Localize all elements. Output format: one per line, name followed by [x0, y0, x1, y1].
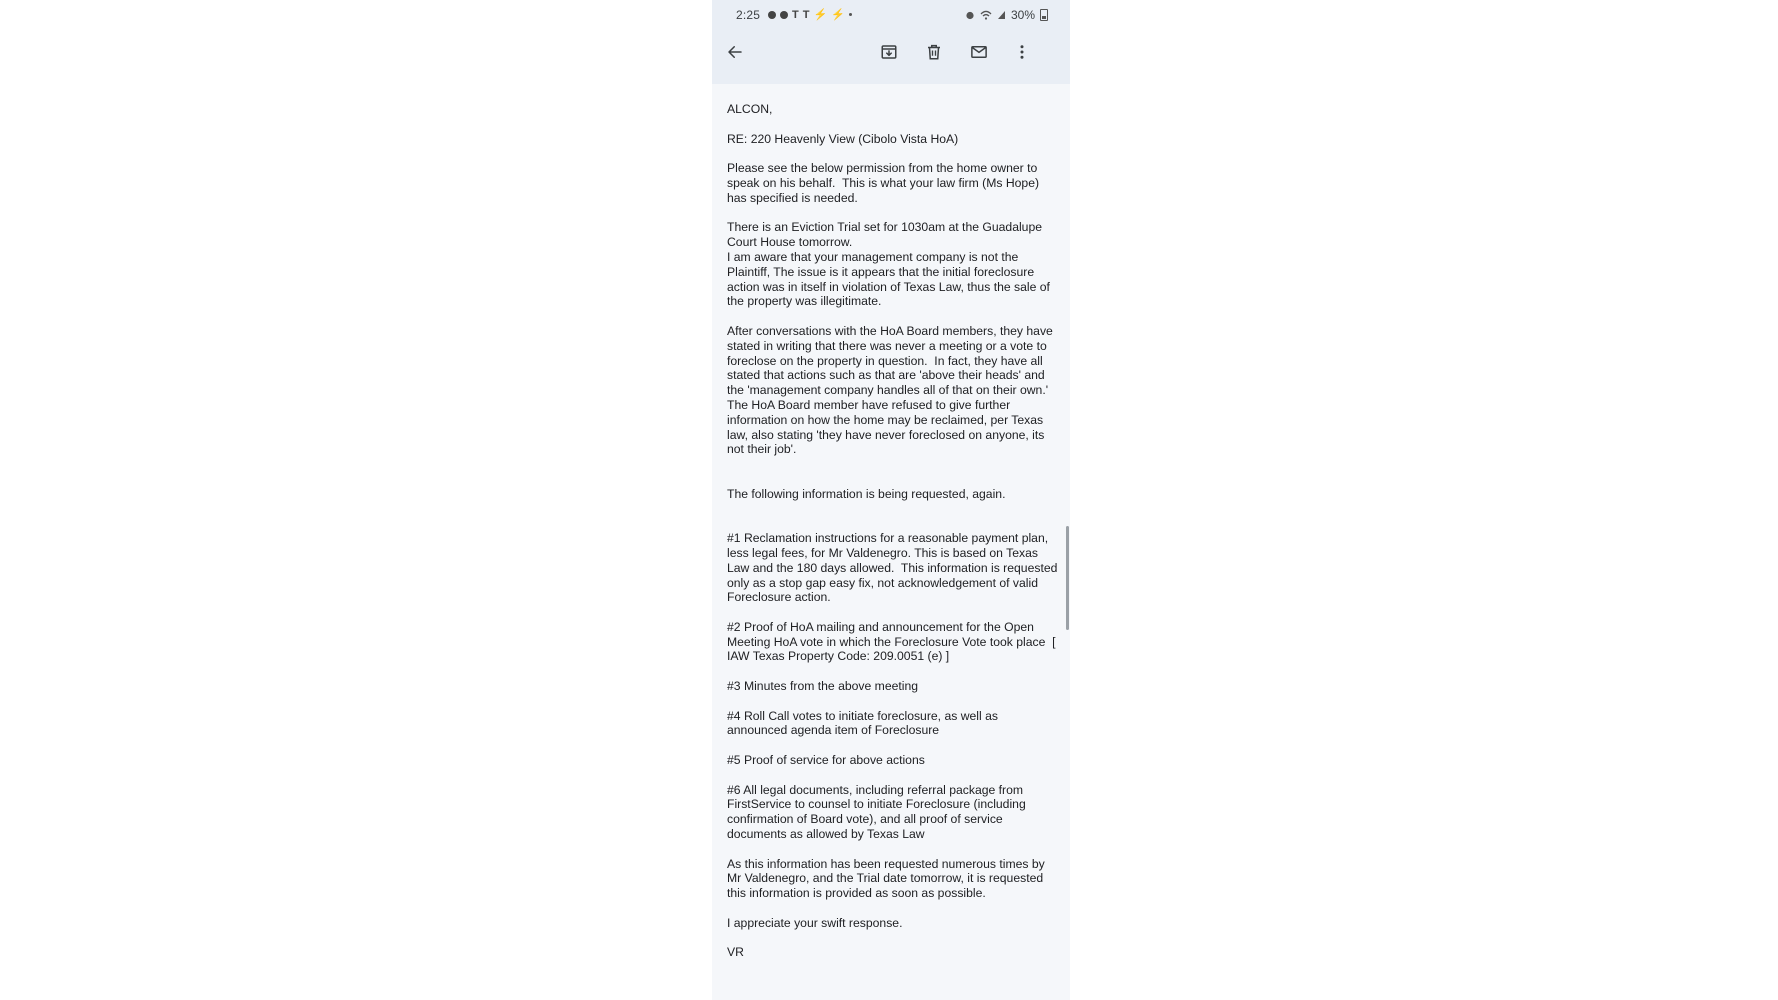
back-button[interactable]	[721, 38, 749, 66]
archive-button[interactable]	[875, 38, 903, 66]
battery-percent: 30%	[1010, 8, 1035, 22]
system-icons	[965, 8, 1048, 22]
status-time: 2:25	[736, 8, 761, 22]
greeting: ALCON,	[727, 102, 773, 116]
phone-screen	[712, 0, 1070, 1000]
more-options-button[interactable]	[1008, 38, 1036, 66]
paragraph-board-conversations: After conversations with the HoA Board members, they have stated in writing that there was never a meeting or a vote to foreclose on the property in question. In fact, they have all stated that actions such as that are 'above their heads' and the 'management company handles all of that on their own.'	[727, 323, 1057, 398]
messenger-icon	[780, 11, 788, 19]
t-mobile-icon: T	[792, 8, 799, 21]
lightning-icon: ⚡	[831, 9, 845, 21]
lightning-icon: ⚡	[813, 9, 828, 21]
notification-icons	[768, 8, 852, 21]
paragraph-foreclosure-issue: I am aware that your management company is not the Plaintiff, The issue is it appears that the initial foreclosure action was in itself in violation of Texas Law, thus the sale of the property was illegitimate.	[727, 249, 1054, 309]
subject-line: RE: 220 Heavenly View (Cibolo Vista HoA)	[727, 131, 959, 146]
more-notifications-icon	[849, 13, 852, 16]
request-item-4: #4 Roll Call votes to initiate foreclosure, as well as announced agenda item of Foreclosure	[727, 708, 1002, 738]
archive-icon	[880, 43, 898, 61]
signal-icon	[997, 10, 1006, 20]
request-item-3: #3 Minutes from the above meeting	[727, 679, 919, 694]
trash-icon	[925, 43, 943, 61]
mail-icon	[969, 43, 989, 61]
more-vert-icon	[1013, 43, 1031, 61]
signoff: VR	[727, 945, 744, 960]
delete-button[interactable]	[920, 38, 948, 66]
wifi-icon	[980, 10, 992, 20]
scrollbar-thumb[interactable]	[1066, 526, 1069, 630]
request-item-1: #1 Reclamation instructions for a reasonable payment plan, less legal fees, for Mr Valdenegro. This is based on Texas Law and the 180 days allowed. This information is requested only as a stop gap easy fix, not acknowledgement of valid Foreclosure action.	[727, 531, 1061, 605]
arrow-left-icon	[726, 43, 744, 61]
email-toolbar	[712, 38, 1070, 72]
app-top-bar	[712, 0, 1070, 84]
closing-paragraph: As this information has been requested numerous times by Mr Valdenegro, and the Trial date tomorrow, it is requested this information is provided as soon as possible.	[727, 856, 1049, 901]
request-intro: The following information is being requested, again.	[727, 486, 1006, 501]
thanks-line: I appreciate your swift response.	[727, 915, 903, 930]
messenger-icon	[768, 11, 776, 19]
paragraph-permission: Please see the below permission from the home owner to speak on his behalf. This is what your law firm (Ms Hope) has specified is needed.	[727, 161, 1043, 205]
battery-icon	[1040, 9, 1048, 21]
paragraph-board-refusal: The HoA Board member have refused to give further information on how the home may be reclaimed, per Texas law, also stating 'they have never foreclosed on anyone, its not their job'.	[727, 397, 1048, 457]
request-item-2: #2 Proof of HoA mailing and announcement for the Open Meeting HoA vote in which the Foreclosure Vote took place [ IAW Texas Property Code: 209.0051 (e) ]	[727, 619, 1059, 664]
alarm-icon	[965, 10, 975, 20]
paragraph-eviction-trial: There is an Eviction Trial set for 1030am at the Guadalupe Court House tomorrow.	[727, 220, 1046, 250]
mark-unread-button[interactable]	[965, 38, 993, 66]
status-bar	[712, 0, 1070, 30]
email-body	[727, 102, 1059, 975]
request-item-6: #6 All legal documents, including referral package from FirstService to counsel to initiate Foreclosure (including confirmation of Board vote), and all proof of service documents as allowed by Texas Law	[727, 782, 1030, 842]
t-mobile-icon: T	[802, 8, 810, 21]
request-item-5: #5 Proof of service for above actions	[727, 753, 925, 768]
